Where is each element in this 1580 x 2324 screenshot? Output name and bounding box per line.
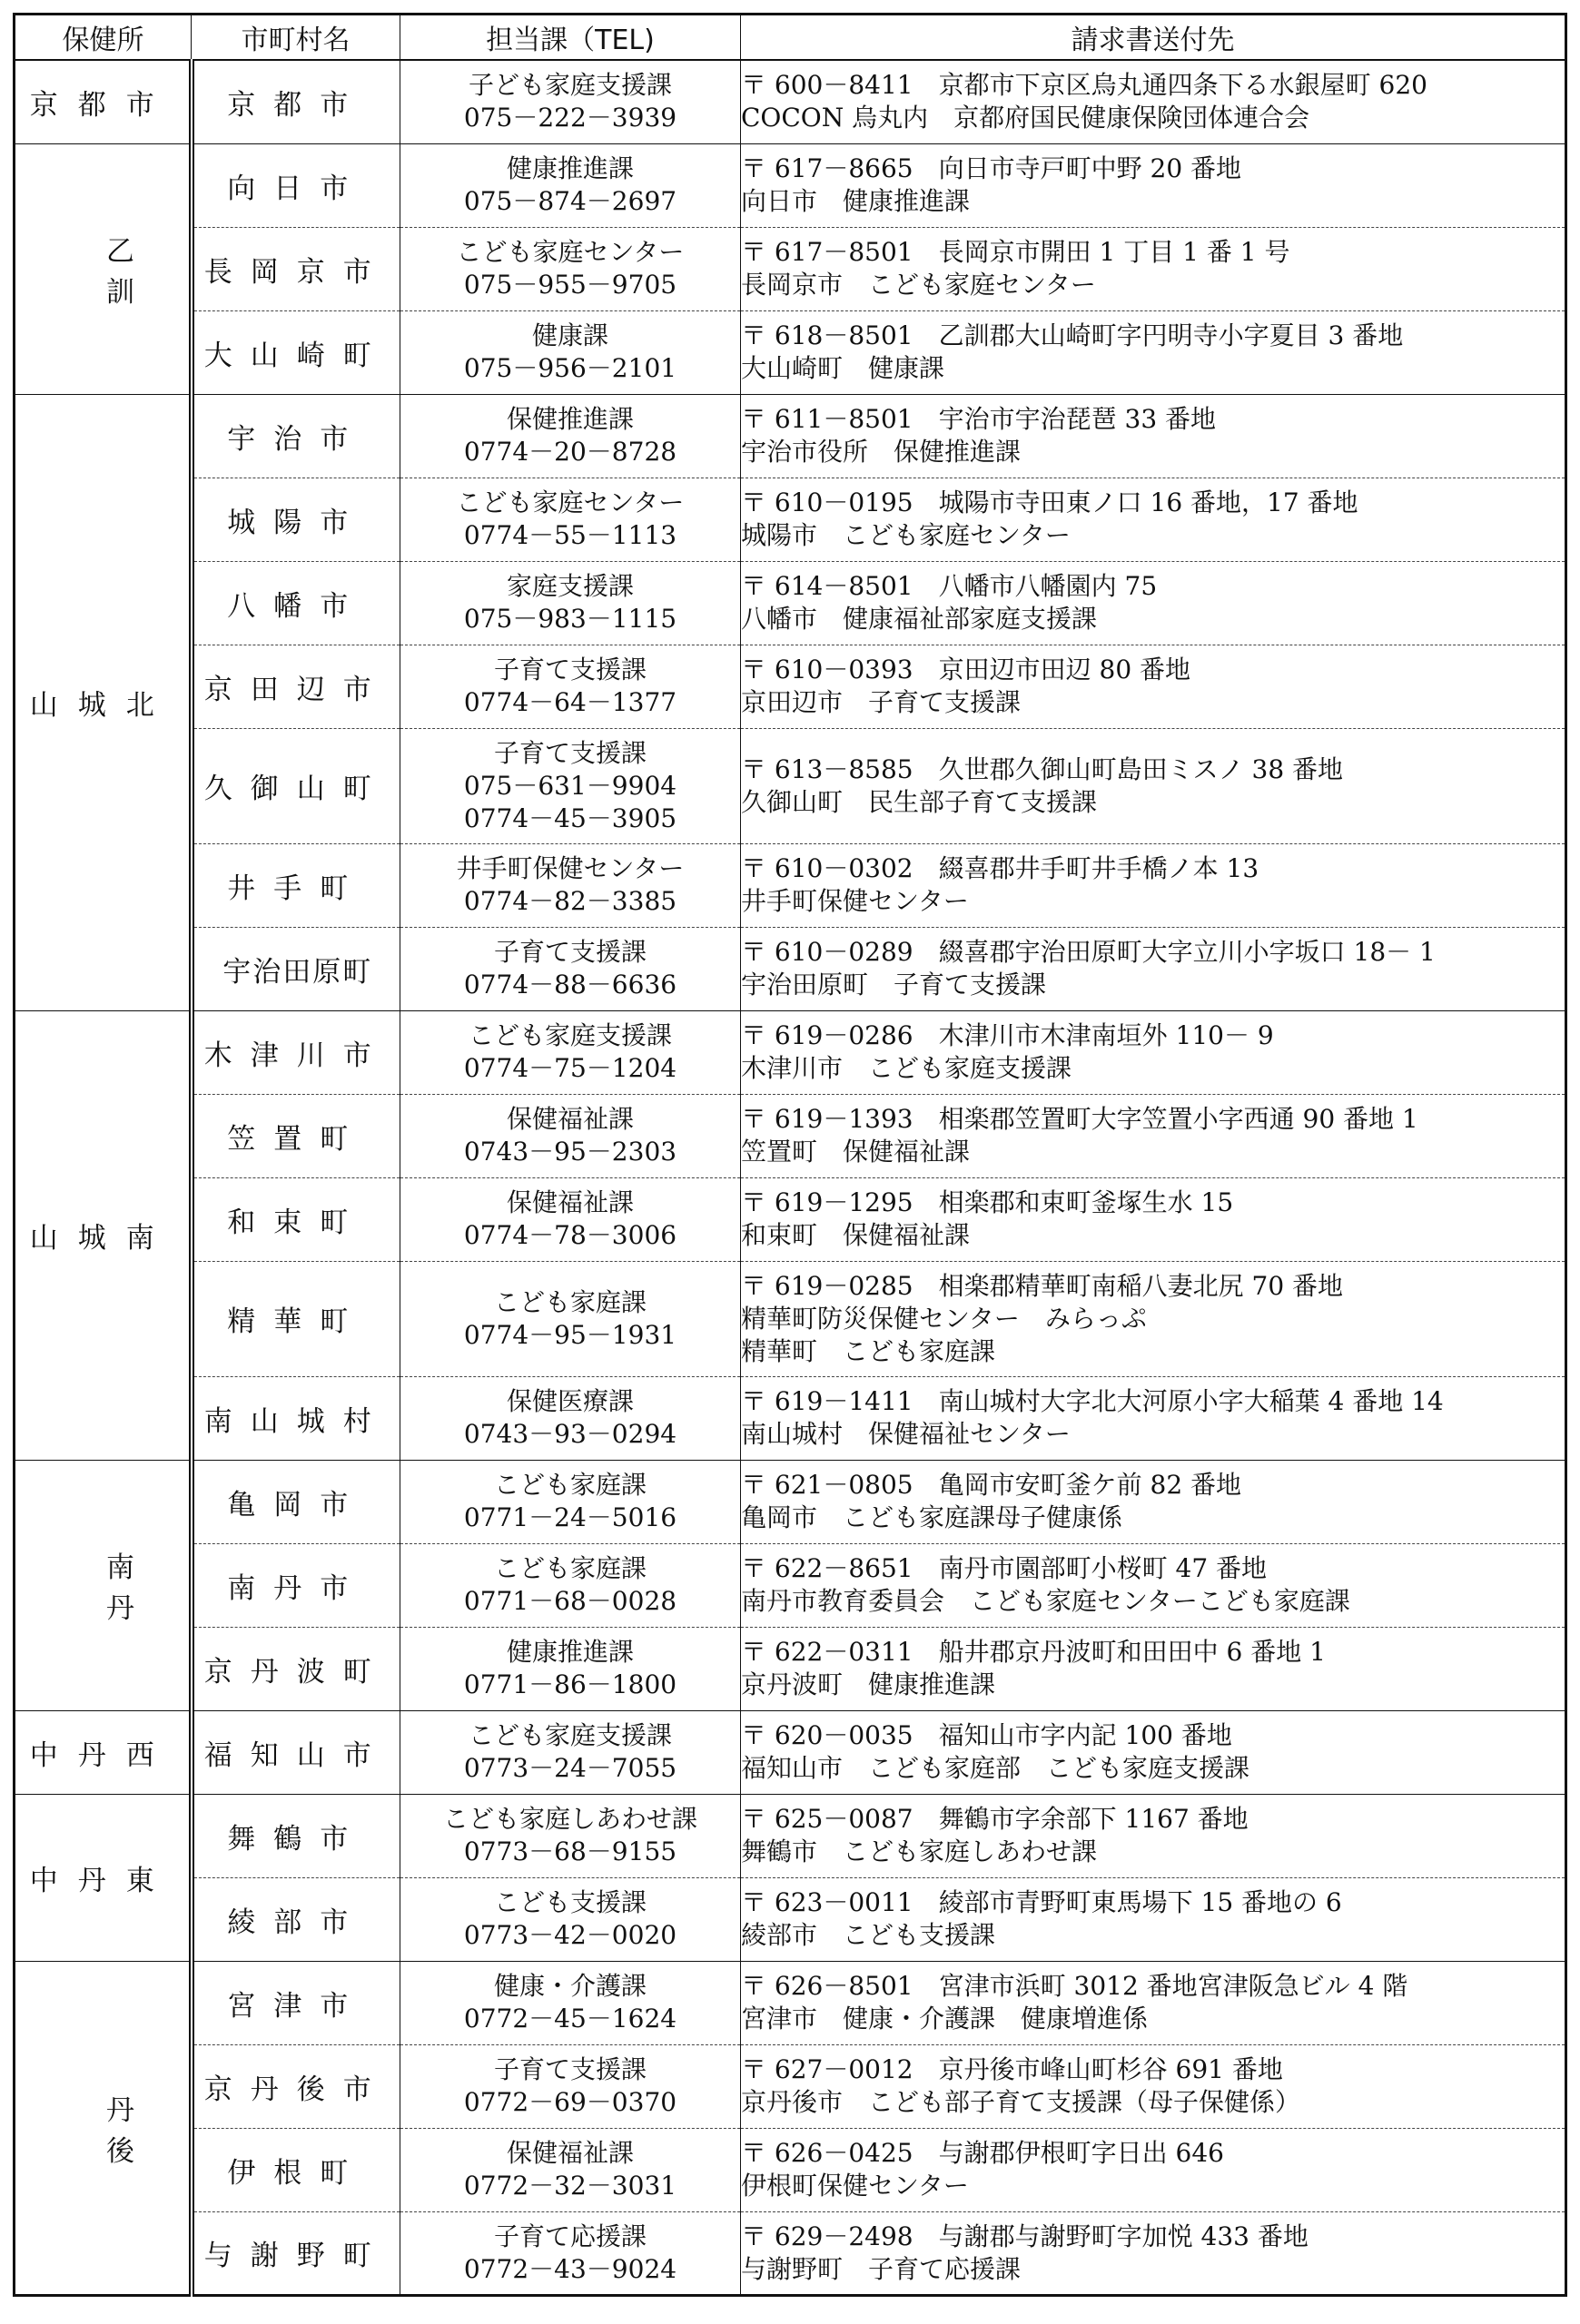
- address-line: 〒 614－8501 八幡市八幡園内 75: [741, 571, 1158, 601]
- department-cell: [400, 1710, 741, 1794]
- municipality-cell: 宇治市: [192, 394, 400, 478]
- address-cell: [741, 1877, 1566, 1961]
- address-line: 亀岡市 こども家庭課母子健康係: [741, 1502, 1123, 1532]
- table-row: [15, 1460, 1566, 1543]
- address-cell: [741, 310, 1566, 394]
- municipality-cell: 京丹波町: [192, 1627, 400, 1710]
- address-cell: [741, 60, 1566, 143]
- department-cell: [400, 60, 741, 143]
- municipality-cell: 与謝野町: [192, 2211, 400, 2295]
- table-row: [15, 227, 1566, 310]
- municipality-cell: 伊根町: [192, 2128, 400, 2211]
- department-cell: [400, 2044, 741, 2128]
- address-line: 〒 610－0195 城陽市寺田東ノ口 16 番地，17 番地: [741, 487, 1358, 517]
- department-cell: [400, 2128, 741, 2211]
- health-center-cell: 丹後: [15, 1961, 192, 2295]
- table-body: [15, 60, 1566, 2295]
- address-line: 〒 618－8501 乙訓郡大山崎町字円明寺小字夏目 3 番地: [741, 320, 1404, 350]
- address-line: 〒 610－0302 綴喜郡井手町井手橋ノ本 13: [741, 853, 1259, 883]
- address-line: 〒 617－8501 長岡京市開田 1 丁目 1 番 1 号: [741, 237, 1290, 267]
- phone-number: 0774－95－1931: [463, 1319, 677, 1350]
- address-line: 精華町 こども家庭課: [741, 1335, 996, 1366]
- document-page: [13, 13, 1567, 2297]
- address-line: 木津川市 こども家庭支援課: [741, 1053, 1072, 1083]
- phone-number: 0772－45－1624: [463, 2004, 677, 2034]
- phone-number: 0774－78－3006: [463, 1220, 677, 1250]
- address-cell: [741, 1543, 1566, 1627]
- table-header-row: [15, 15, 1566, 61]
- address-cell: [741, 927, 1566, 1010]
- address-cell: [741, 1627, 1566, 1710]
- health-center-header: 保健所: [15, 15, 192, 61]
- phone-number: 0774－88－6636: [463, 970, 677, 1000]
- phone-number: 0774－45－3905: [463, 803, 677, 833]
- address-line: 〒 619－0285 相楽郡精華町南稲八妻北尻 70 番地: [741, 1270, 1344, 1301]
- department-name: 保健医療課: [506, 1386, 634, 1416]
- phone-number: 0774－55－1113: [463, 520, 677, 550]
- municipality-cell: 京丹後市: [192, 2044, 400, 2128]
- department-name: こども家庭しあわせ課: [442, 1804, 697, 1834]
- municipality-cell: 亀岡市: [192, 1460, 400, 1543]
- department-name: 保健福祉課: [506, 1187, 634, 1217]
- table-row: [15, 1543, 1566, 1627]
- phone-number: 0772－43－9024: [463, 2253, 677, 2284]
- phone-number: 0773－24－7055: [463, 1753, 677, 1783]
- address-cell: [741, 2128, 1566, 2211]
- address-line: 〒 619－1393 相楽郡笠置町大字笠置小字西通 90 番地 1: [741, 1104, 1418, 1134]
- municipality-cell: 綾部市: [192, 1877, 400, 1961]
- department-cell: [400, 1794, 741, 1877]
- address-cell: [741, 227, 1566, 310]
- table-row: [15, 1094, 1566, 1177]
- health-center-cell: 山城南: [15, 1010, 192, 1460]
- municipality-cell: 長岡京市: [192, 227, 400, 310]
- health-center-cell: 中丹東: [15, 1794, 192, 1961]
- address-cell: [741, 843, 1566, 927]
- phone-number: 075－956－2101: [463, 353, 677, 383]
- department-cell: [400, 478, 741, 561]
- department-cell: [400, 1094, 741, 1177]
- address-line: 〒 626－0425 与謝郡伊根町字日出 646: [741, 2138, 1224, 2168]
- address-line: 〒 619－1295 相楽郡和束町釜塚生水 15: [741, 1187, 1234, 1217]
- department-name: こども支援課: [493, 1887, 647, 1917]
- department-name: 子ども家庭支援課: [468, 70, 672, 101]
- department-cell: [400, 1961, 741, 2044]
- department-cell: [400, 1460, 741, 1543]
- address-line: 〒 621－0805 亀岡市安町釜ケ前 82 番地: [741, 1470, 1242, 1500]
- department-cell: [400, 1543, 741, 1627]
- table-row: [15, 927, 1566, 1010]
- table-row: [15, 478, 1566, 561]
- health-center-cell: 乙訓: [15, 143, 192, 394]
- department-cell: [400, 143, 741, 227]
- phone-number: 075－955－9705: [463, 270, 677, 300]
- table-row: [15, 2211, 1566, 2295]
- address-cell: [741, 1710, 1566, 1794]
- municipality-cell: 南丹市: [192, 1543, 400, 1627]
- department-name: 子育て支援課: [493, 655, 647, 684]
- phone-number: 0774－64－1377: [463, 687, 677, 717]
- address-line: 舞鶴市 こども家庭しあわせ課: [741, 1837, 1098, 1866]
- department-cell: [400, 1261, 741, 1376]
- department-name: 子育て支援課: [493, 2054, 647, 2084]
- health-center-cell: 山城北: [15, 394, 192, 1010]
- phone-number: 0772－69－0370: [463, 2087, 677, 2117]
- table-row: [15, 1961, 1566, 2044]
- billing-address-table: [13, 13, 1567, 2297]
- department-name: 健康・介護課: [493, 1971, 647, 2001]
- table-row: [15, 310, 1566, 394]
- department-cell: [400, 645, 741, 728]
- table-row: [15, 1794, 1566, 1877]
- department-name: 保健福祉課: [506, 1104, 634, 1134]
- department-cell: [400, 310, 741, 394]
- address-line: 福知山市 こども家庭部 こども家庭支援課: [741, 1753, 1250, 1783]
- municipality-cell: 精華町: [192, 1261, 400, 1376]
- phone-number: 0773－42－0020: [463, 1920, 677, 1950]
- table-row: [15, 1010, 1566, 1094]
- table-row: [15, 2128, 1566, 2211]
- municipality-cell: 京田辺市: [192, 645, 400, 728]
- phone-number: 0774－82－3385: [463, 886, 677, 916]
- table-row: [15, 2044, 1566, 2128]
- department-tel-header: 担当課（TEL): [400, 15, 741, 61]
- table-row: [15, 561, 1566, 645]
- address-line: 宮津市 健康・介護課 健康増進係: [741, 2004, 1149, 2034]
- department-cell: [400, 1627, 741, 1710]
- department-name: 健康課: [531, 320, 608, 350]
- address-line: 〒 610－0393 京田辺市田辺 80 番地: [741, 655, 1191, 684]
- department-cell: [400, 394, 741, 478]
- address-line: 向日市 健康推進課: [741, 186, 971, 216]
- address-line: 〒 613－8585 久世郡久御山町島田ミスノ 38 番地: [741, 753, 1344, 784]
- table-row: [15, 394, 1566, 478]
- phone-number: 0771－24－5016: [463, 1502, 677, 1532]
- address-cell: [741, 728, 1566, 843]
- department-name: 保健福祉課: [506, 2138, 634, 2168]
- table-row: [15, 843, 1566, 927]
- address-cell: [741, 1177, 1566, 1261]
- address-line: 〒 600－8411 京都市下京区烏丸通四条下る水銀屋町 620: [741, 70, 1427, 101]
- address-cell: [741, 1010, 1566, 1094]
- table-row: [15, 1877, 1566, 1961]
- phone-number: 075－631－9904: [463, 770, 677, 801]
- municipality-cell: 向日市: [192, 143, 400, 227]
- health-center-cell: 南丹: [15, 1460, 192, 1710]
- department-name: 子育て支援課: [493, 937, 647, 967]
- address-line: 綾部市 こども支援課: [741, 1920, 996, 1950]
- address-line: 与謝野町 子育て応援課: [741, 2253, 1022, 2284]
- department-name: 健康推進課: [506, 1637, 634, 1667]
- address-line: 〒 610－0289 綴喜郡宇治田原町大字立川小字坂口 18－ 1: [741, 937, 1436, 967]
- address-cell: [741, 2211, 1566, 2295]
- municipality-cell: 井手町: [192, 843, 400, 927]
- table-row: [15, 1710, 1566, 1794]
- phone-number: 0774－20－8728: [463, 437, 677, 467]
- address-line: 〒 623－0011 綾部市青野町東馬場下 15 番地の 6: [741, 1887, 1342, 1917]
- address-line: 大山崎町 健康課: [741, 353, 945, 383]
- address-line: 〒 619－0286 木津川市木津南垣外 110－ 9: [741, 1020, 1274, 1050]
- municipality-cell: 城陽市: [192, 478, 400, 561]
- address-line: 宇治田原町 子育て支援課: [741, 970, 1047, 1000]
- municipality-cell: 南山城村: [192, 1376, 400, 1460]
- address-line: 井手町保健センター: [741, 886, 969, 916]
- phone-number: 075－874－2697: [463, 186, 677, 216]
- department-name: こども家庭課: [493, 1470, 647, 1500]
- address-line: 〒 611－8501 宇治市宇治琵琶 33 番地: [741, 404, 1217, 434]
- department-name: 保健推進課: [506, 404, 634, 434]
- health-center-cell: 京都市: [15, 60, 192, 143]
- table-row: [15, 645, 1566, 728]
- address-line: COCON 烏丸内 京都府国民健康保険団体連合会: [741, 103, 1310, 133]
- address-cell: [741, 143, 1566, 227]
- address-line: 笠置町 保健福祉課: [741, 1137, 971, 1167]
- department-cell: [400, 728, 741, 843]
- address-line: 南丹市教育委員会 こども家庭センターこども家庭課: [741, 1586, 1350, 1616]
- table-row: [15, 60, 1566, 143]
- municipality-cell: 笠置町: [192, 1094, 400, 1177]
- table-row: [15, 143, 1566, 227]
- address-line: 京丹波町 健康推進課: [741, 1669, 996, 1699]
- department-name: こども家庭支援課: [468, 1020, 672, 1050]
- address-cell: [741, 394, 1566, 478]
- department-name: こども家庭課: [493, 1286, 647, 1317]
- phone-number: 0743－95－2303: [463, 1137, 677, 1167]
- municipality-cell: 大山崎町: [192, 310, 400, 394]
- address-cell: [741, 1794, 1566, 1877]
- table-row: [15, 1627, 1566, 1710]
- phone-number: 0771－86－1800: [463, 1669, 677, 1699]
- municipality-cell: 久御山町: [192, 728, 400, 843]
- municipality-cell: 和束町: [192, 1177, 400, 1261]
- address-line: 〒 627－0012 京丹後市峰山町杉谷 691 番地: [741, 2054, 1283, 2084]
- address-line: 〒 629－2498 与謝郡与謝野町字加悦 433 番地: [741, 2221, 1308, 2251]
- table-row: [15, 1177, 1566, 1261]
- department-name: こども家庭課: [493, 1553, 647, 1583]
- address-line: 伊根町保健センター: [741, 2171, 969, 2201]
- address-cell: [741, 561, 1566, 645]
- address-line: 〒 620－0035 福知山市字内記 100 番地: [741, 1720, 1232, 1750]
- address-cell: [741, 645, 1566, 728]
- phone-number: 075－222－3939: [463, 103, 677, 133]
- address-line: 八幡市 健康福祉部家庭支援課: [741, 604, 1098, 634]
- table-row: [15, 1376, 1566, 1460]
- municipality-header: 市町村名: [192, 15, 400, 61]
- municipality-cell: 八幡市: [192, 561, 400, 645]
- department-cell: [400, 1177, 741, 1261]
- address-cell: [741, 1961, 1566, 2044]
- address-line: 〒 617－8665 向日市寺戸町中野 20 番地: [741, 153, 1242, 183]
- department-name: 子育て支援課: [493, 737, 647, 768]
- phone-number: 0773－68－9155: [463, 1837, 677, 1866]
- department-cell: [400, 2211, 741, 2295]
- address-line: 城陽市 こども家庭センター: [741, 520, 1071, 550]
- health-center-cell: 中丹西: [15, 1710, 192, 1794]
- department-cell: [400, 843, 741, 927]
- address-line: 宇治市役所 保健推進課: [741, 437, 1022, 467]
- department-cell: [400, 561, 741, 645]
- department-name: こども家庭センター: [456, 487, 685, 517]
- phone-number: 0772－32－3031: [463, 2171, 677, 2201]
- department-cell: [400, 1376, 741, 1460]
- municipality-cell: 宇治田原町: [192, 927, 400, 1010]
- municipality-cell: 木津川市: [192, 1010, 400, 1094]
- department-name: こども家庭センター: [456, 237, 685, 267]
- department-cell: [400, 1877, 741, 1961]
- address-line: 長岡京市 こども家庭センター: [741, 270, 1096, 300]
- address-cell: [741, 2044, 1566, 2128]
- municipality-cell: 福知山市: [192, 1710, 400, 1794]
- address-cell: [741, 478, 1566, 561]
- address-line: 京丹後市 こども部子育て支援課（母子保健係）: [741, 2087, 1301, 2117]
- address-cell: [741, 1261, 1566, 1376]
- phone-number: 0771－68－0028: [463, 1586, 677, 1616]
- address-cell: [741, 1094, 1566, 1177]
- department-cell: [400, 227, 741, 310]
- phone-number: 0774－75－1204: [463, 1053, 677, 1083]
- address-line: 和束町 保健福祉課: [741, 1220, 971, 1250]
- address-cell: [741, 1376, 1566, 1460]
- address-cell: [741, 1460, 1566, 1543]
- invoice-destination-header: 請求書送付先: [741, 15, 1566, 61]
- department-name: 子育て応援課: [493, 2221, 647, 2251]
- address-line: 久御山町 民生部子育て支援課: [741, 786, 1098, 817]
- phone-number: 0743－93－0294: [463, 1419, 677, 1449]
- department-name: 健康推進課: [506, 153, 634, 183]
- table-row: [15, 1261, 1566, 1376]
- municipality-cell: 京都市: [192, 60, 400, 143]
- department-name: 家庭支援課: [506, 571, 634, 601]
- address-line: 〒 622－8651 南丹市園部町小桜町 47 番地: [741, 1553, 1268, 1583]
- address-line: 京田辺市 子育て支援課: [741, 687, 1022, 717]
- department-cell: [400, 1010, 741, 1094]
- department-cell: [400, 927, 741, 1010]
- address-line: 精華町防災保健センター みらっぷ: [741, 1303, 1147, 1334]
- address-line: 〒 625－0087 舞鶴市字余部下 1167 番地: [741, 1804, 1249, 1834]
- address-line: 南山城村 保健福祉センター: [741, 1419, 1071, 1449]
- address-line: 〒 622－0311 船井郡京丹波町和田田中 6 番地 1: [741, 1637, 1326, 1667]
- department-name: 井手町保健センター: [456, 853, 685, 883]
- table-row: [15, 728, 1566, 843]
- municipality-cell: 宮津市: [192, 1961, 400, 2044]
- address-line: 〒 619－1411 南山城村大字北大河原小字大稲葉 4 番地 14: [741, 1386, 1444, 1416]
- department-name: こども家庭支援課: [468, 1720, 672, 1750]
- phone-number: 075－983－1115: [463, 604, 677, 634]
- municipality-cell: 舞鶴市: [192, 1794, 400, 1877]
- address-line: 〒 626－8501 宮津市浜町 3012 番地宮津阪急ビル 4 階: [741, 1971, 1408, 2001]
